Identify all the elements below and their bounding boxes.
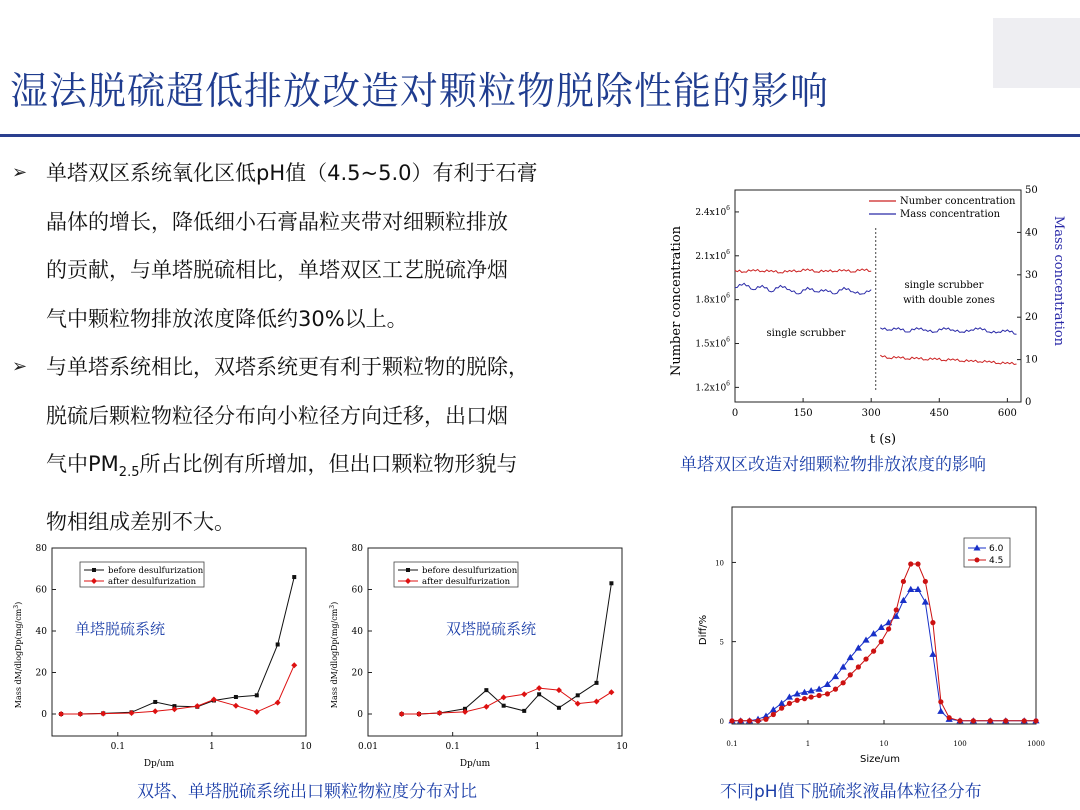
size-distribution-single-chart (10, 540, 320, 775)
data-point (771, 712, 776, 717)
data-point (937, 708, 944, 714)
data-point (747, 718, 752, 723)
x-axis-title: Dp/um (459, 759, 491, 769)
bullet-line: 单塔双区系统氧化区低pH值（4.5~5.0）有利于石膏 (46, 161, 538, 185)
data-point (234, 695, 238, 699)
data-point (908, 561, 913, 566)
series-line (402, 688, 612, 714)
x-axis-title: Size/um (860, 754, 900, 765)
y-tick-label: 20 (35, 668, 47, 679)
bullet-line: 气中颗粒物排放浓度降低约30%以上。 (46, 306, 408, 331)
x-tick-label: 150 (793, 408, 813, 419)
y-tick-label: $2.1x10^6$ (695, 248, 730, 262)
caption-bottom-left: 双塔、单塔脱硫系统出口颗粒物粒度分布对比 (137, 782, 477, 802)
x-axis-title: Dp/um (143, 759, 175, 769)
chart-annotation: 单塔脱硫系统 (74, 620, 166, 638)
legend-label: after desulfurization (422, 577, 511, 587)
y-tick-label: 60 (351, 585, 363, 596)
caption-bottom-right: 不同pH值下脱硫浆液晶体粒径分布 (720, 782, 982, 802)
x-axis-title: t (s) (869, 432, 897, 447)
y-right-tick-label: 50 (1025, 185, 1038, 196)
y-axis-title: Mass $dM/dlogDp(mg/cm^3)$ (13, 601, 23, 709)
y-tick-label: 20 (351, 668, 363, 679)
data-point (770, 706, 777, 712)
data-point (1022, 718, 1027, 723)
data-point (907, 586, 914, 592)
data-point (171, 706, 177, 712)
data-point (58, 711, 64, 717)
data-point (833, 687, 838, 692)
y-tick-label: $2.4x10^6$ (695, 204, 730, 218)
bullet-line (12, 440, 652, 498)
data-point (894, 607, 899, 612)
data-point (416, 711, 422, 717)
data-point (988, 718, 993, 723)
data-point (957, 718, 962, 723)
data-point (901, 579, 906, 584)
x-tick-label: 10 (879, 740, 889, 748)
data-point (971, 718, 976, 723)
y-right-tick-label: 0 (1025, 397, 1032, 408)
chart-annotation: 双塔脱硫系统 (445, 620, 537, 638)
caption-top-right: 单塔双区改造对细颗粒物排放浓度的影响 (680, 455, 986, 475)
data-point (501, 694, 507, 700)
bullet-1 (12, 149, 652, 343)
data-point (795, 698, 800, 703)
x-tick-label: 300 (861, 408, 881, 419)
arrow-bullet-icon: ➢ (12, 356, 28, 377)
bullet-line: 与单塔系统相比，双塔系统更有利于颗粒物的脱除， (46, 355, 529, 379)
legend-label: Mass concentration (900, 209, 1001, 220)
corner-decoration (993, 18, 1080, 88)
data-point (521, 691, 527, 697)
data-point (557, 706, 561, 710)
data-point (900, 597, 907, 603)
data-point (871, 649, 876, 654)
legend-label: before desulfurization (108, 566, 204, 576)
data-point (254, 709, 260, 715)
y-tick-label: 5 (719, 638, 724, 647)
data-point (930, 620, 935, 625)
legend-label: before desulfurization (422, 566, 518, 576)
data-point (276, 642, 280, 646)
y-tick-label: 80 (351, 544, 363, 554)
data-point (975, 558, 980, 563)
data-point (848, 672, 853, 677)
data-point (92, 568, 96, 572)
x-tick-label: 10 (300, 742, 312, 752)
y-tick-label: 0 (357, 710, 363, 720)
data-point (738, 718, 743, 723)
data-point (502, 704, 506, 708)
series-line (732, 589, 1036, 720)
y-tick-label: 40 (351, 627, 363, 637)
legend-label: after desulfurization (108, 577, 197, 587)
x-tick-label: 1 (534, 742, 541, 752)
data-point (938, 699, 943, 704)
data-point (816, 686, 823, 692)
y-tick-label: 0 (41, 710, 47, 720)
data-point (462, 709, 468, 715)
data-point (879, 639, 884, 644)
y-tick-label: $1.5x10^6$ (695, 336, 730, 350)
series-line (402, 583, 612, 714)
data-point (609, 581, 613, 585)
series-line (735, 269, 871, 273)
y-tick-label: 10 (715, 559, 724, 568)
data-point (292, 575, 296, 579)
data-point (922, 598, 929, 604)
data-point (152, 708, 158, 714)
x-tick-label: 1 (209, 742, 215, 752)
legend-label: 6.0 (989, 544, 1004, 554)
data-point (153, 700, 157, 704)
y-tick-label: 60 (35, 585, 47, 596)
series-line (61, 577, 294, 714)
data-point (923, 579, 928, 584)
y-right-axis-title: Mass concentration (1051, 215, 1066, 347)
y-right-tick-label: 40 (1025, 227, 1038, 239)
arrow-bullet-icon: ➢ (12, 162, 28, 183)
series-line (735, 283, 871, 294)
annotation: with double zones (903, 295, 995, 306)
data-point (594, 699, 600, 705)
bullet-2 (12, 343, 652, 546)
x-tick-label: 1000 (1027, 740, 1045, 748)
subscript: 2.5 (118, 465, 140, 481)
annotation: single scrubber (904, 280, 984, 291)
crystal-size-chart (692, 505, 1047, 775)
data-point (537, 692, 541, 696)
data-point (825, 691, 830, 696)
data-point (437, 710, 443, 716)
y-axis-title: Mass $dM/dlogDp(mg/cm^3)$ (329, 601, 339, 709)
bullet-line: 晶体的增长，降低细小石膏晶粒夹带对细颗粒排放 (46, 209, 508, 234)
y-right-tick-label: 10 (1025, 354, 1038, 366)
series-line (880, 355, 1016, 364)
data-point (100, 711, 106, 717)
data-point (406, 568, 410, 572)
data-point (1033, 718, 1038, 723)
y-tick-label: $1.2x10^6$ (695, 380, 730, 394)
data-point (947, 715, 952, 720)
x-tick-label: 10 (616, 742, 628, 752)
x-tick-label: 0 (731, 408, 739, 419)
y-axis-title: Diff/% (698, 614, 709, 646)
bullet-text: 所占比例有所增加，但出口颗粒物形貌与 (139, 452, 518, 476)
y-right-tick-label: 20 (1025, 312, 1038, 324)
data-point (483, 704, 489, 710)
data-point (194, 703, 200, 709)
y-axis-title: Number concentration (669, 225, 684, 377)
data-point (802, 696, 807, 701)
x-tick-label: 0.1 (110, 742, 125, 752)
data-point (595, 681, 599, 685)
data-point (1003, 718, 1008, 723)
bullet-line: 的贡献，与单塔脱硫相比，单塔双区工艺脱硫净烟 (46, 258, 508, 282)
y-tick-label: 0 (719, 717, 724, 726)
data-point (886, 626, 891, 631)
data-point (291, 662, 297, 668)
legend-label: Number concentration (900, 196, 1016, 207)
data-point (608, 689, 614, 695)
x-tick-label: 100 (953, 740, 967, 748)
title-underline (0, 134, 1080, 137)
bullet-line: 物相组成差别不大。 (46, 509, 235, 534)
legend-label: 4.5 (989, 556, 1004, 566)
data-point (484, 688, 488, 692)
y-right-tick-label: 30 (1025, 269, 1038, 281)
data-point (914, 586, 921, 592)
data-point (817, 693, 822, 698)
data-point (841, 680, 846, 685)
series-line (880, 328, 1016, 334)
data-point (275, 700, 281, 706)
data-point (522, 709, 526, 713)
data-point (399, 711, 405, 717)
data-point (77, 711, 83, 717)
x-tick-label: 0.1 (445, 742, 460, 752)
data-point (755, 718, 760, 723)
y-tick-label: 40 (35, 627, 47, 637)
x-tick-label: 600 (997, 408, 1017, 419)
data-point (729, 718, 734, 723)
concentration-chart (664, 178, 1078, 448)
bullet-text: 气中PM (46, 452, 119, 476)
x-tick-label: 0.01 (357, 742, 379, 752)
data-point (576, 693, 580, 697)
data-point (856, 664, 861, 669)
series-line (732, 564, 1036, 721)
x-tick-label: 0.1 (726, 740, 738, 748)
bullet-line: 脱硫后颗粒物粒径分布向小粒径方向迁移，出口烟 (46, 403, 508, 428)
data-point (878, 624, 885, 630)
data-point (536, 685, 542, 691)
annotation: single scrubber (766, 328, 846, 339)
data-point (863, 656, 868, 661)
slide-title: 湿法脱硫超低排放改造对颗粒物脱除性能的影响 (10, 69, 830, 113)
data-point (255, 693, 259, 697)
data-point (787, 701, 792, 706)
x-tick-label: 450 (929, 408, 949, 419)
data-point (915, 561, 920, 566)
data-point (233, 703, 239, 709)
data-point (809, 694, 814, 699)
data-point (763, 717, 768, 722)
size-distribution-double-chart (326, 540, 636, 775)
y-tick-label: 80 (35, 544, 47, 554)
x-tick-label: 1 (805, 740, 811, 748)
y-tick-label: $1.8x10^6$ (695, 292, 730, 306)
data-point (779, 706, 784, 711)
